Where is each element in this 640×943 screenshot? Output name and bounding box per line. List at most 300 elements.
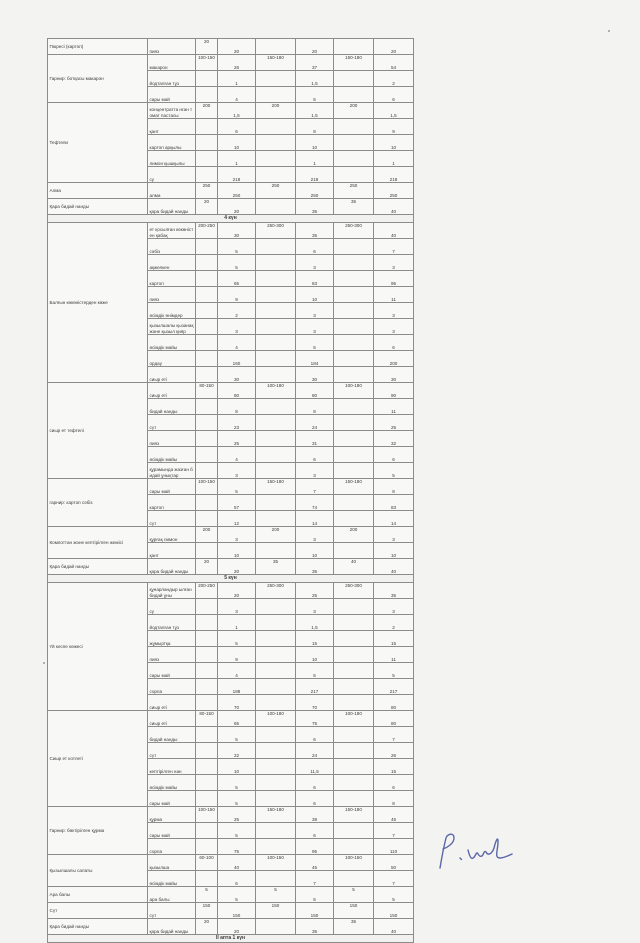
amount-cell: 25 <box>218 807 256 823</box>
amount-cell <box>334 615 374 631</box>
amount-cell <box>334 415 374 431</box>
amount-cell: 75 <box>218 839 256 855</box>
product-name: алма <box>148 183 196 199</box>
product-name: ет қосылған көкөністен қабақ <box>148 223 196 239</box>
amount-cell <box>196 759 218 775</box>
amount-cell <box>256 511 296 527</box>
amount-cell <box>196 367 218 383</box>
amount-cell <box>196 463 218 479</box>
amount-cell: 40 <box>374 199 414 215</box>
amount-cell: 10 <box>296 647 334 663</box>
amount-cell: 5 <box>374 887 414 903</box>
amount-cell: 5 <box>374 663 414 679</box>
dish-name: Гарнир: ботқасы макарон <box>48 55 148 103</box>
amount-cell: 1 <box>218 615 256 631</box>
amount-cell: 218 <box>374 167 414 183</box>
table-row <box>48 903 414 919</box>
amount-cell: 188 <box>218 679 256 695</box>
product-name: қара бидай нанды <box>148 559 196 575</box>
amount-cell <box>256 823 296 839</box>
amount-cell: 5 <box>218 239 256 255</box>
amount-cell: 250 <box>196 183 218 199</box>
day-header-row <box>48 215 414 223</box>
amount-cell <box>256 87 296 103</box>
amount-cell <box>334 839 374 855</box>
amount-cell <box>256 287 296 303</box>
amount-cell: 30 <box>296 367 334 383</box>
amount-cell: 65 <box>218 271 256 287</box>
amount-cell: 24 <box>296 415 334 431</box>
product-name: лимон қышқылы <box>148 151 196 167</box>
amount-cell: 1 <box>296 151 334 167</box>
amount-cell <box>196 399 218 415</box>
amount-cell: 95 <box>296 839 334 855</box>
amount-cell: 100-180 <box>256 383 296 399</box>
amount-cell: 3 <box>218 319 256 335</box>
amount-cell: 6 <box>296 775 334 791</box>
amount-cell: 200 <box>256 527 296 543</box>
amount-cell <box>334 447 374 463</box>
amount-cell <box>196 495 218 511</box>
amount-cell: 1 <box>374 151 414 167</box>
product-name: құрамында жазған бидай ұнықтар <box>148 463 196 479</box>
amount-cell: 30 <box>218 367 256 383</box>
amount-cell: 10 <box>218 543 256 559</box>
dish-name: Тефтели <box>48 103 148 183</box>
dish-name: Сиыр ет котлеті <box>48 711 148 807</box>
amount-cell: 7 <box>296 871 334 887</box>
scan-speck <box>608 30 610 32</box>
amount-cell: 10 <box>296 543 334 559</box>
amount-cell: 5 <box>218 479 256 495</box>
amount-cell: 150 <box>374 903 414 919</box>
amount-cell <box>256 335 296 351</box>
amount-cell: 23 <box>218 415 256 431</box>
amount-cell: 12 <box>218 511 256 527</box>
amount-cell <box>334 695 374 711</box>
amount-cell: 100-150 <box>196 807 218 823</box>
amount-cell <box>196 351 218 367</box>
product-name: сары май <box>148 87 196 103</box>
amount-cell: 250 <box>334 183 374 199</box>
amount-cell: 3 <box>296 319 334 335</box>
product-name: сүт <box>148 415 196 431</box>
amount-cell <box>256 775 296 791</box>
amount-cell: 30 <box>218 223 256 239</box>
amount-cell: 100-150 <box>334 855 374 871</box>
amount-cell: 35 <box>334 199 374 215</box>
amount-cell: 3 <box>296 599 334 615</box>
amount-cell <box>256 599 296 615</box>
amount-cell: 20 <box>196 919 218 935</box>
amount-cell: 150-180 <box>334 55 374 71</box>
amount-cell: 150 <box>218 903 256 919</box>
amount-cell: 7 <box>374 871 414 887</box>
amount-cell <box>334 319 374 335</box>
amount-cell: 217 <box>374 679 414 695</box>
product-name: сүт <box>148 903 196 919</box>
scan-speck <box>43 662 45 664</box>
amount-cell <box>196 135 218 151</box>
day-header-row <box>48 935 414 943</box>
amount-cell: 5 <box>256 887 296 903</box>
amount-cell: 90 <box>374 383 414 399</box>
product-name: пияз <box>148 287 196 303</box>
amount-cell: 5 <box>334 887 374 903</box>
amount-cell: 35 <box>374 583 414 599</box>
amount-cell: 35 <box>296 919 334 935</box>
product-name: құнарландыр ылған бидай ұны <box>148 583 196 599</box>
amount-cell: 6 <box>296 447 334 463</box>
amount-cell <box>334 287 374 303</box>
amount-cell <box>334 119 374 135</box>
amount-cell <box>334 151 374 167</box>
product-name: қант <box>148 119 196 135</box>
amount-cell: 200-250 <box>196 223 218 239</box>
amount-cell: 26 <box>374 743 414 759</box>
product-name: сиыр еті <box>148 711 196 727</box>
amount-cell: 31 <box>296 431 334 447</box>
amount-cell <box>334 39 374 55</box>
amount-cell: 5 <box>218 823 256 839</box>
amount-cell: 1,5 <box>296 71 334 87</box>
amount-cell: 10 <box>218 135 256 151</box>
amount-cell <box>256 119 296 135</box>
amount-cell <box>334 759 374 775</box>
amount-cell <box>196 87 218 103</box>
amount-cell: 20 <box>374 39 414 55</box>
amount-cell: 250 <box>296 183 334 199</box>
amount-cell <box>256 463 296 479</box>
amount-cell <box>256 543 296 559</box>
amount-cell: 10 <box>296 287 334 303</box>
table-row <box>48 103 414 119</box>
dish-name: Ара балы <box>48 887 148 903</box>
amount-cell <box>256 679 296 695</box>
amount-cell: 100-150 <box>256 855 296 871</box>
amount-cell: 40 <box>374 559 414 575</box>
amount-cell: 40 <box>334 559 374 575</box>
amount-cell <box>196 615 218 631</box>
amount-cell <box>256 271 296 287</box>
amount-cell: 20 <box>218 919 256 935</box>
amount-cell: 6 <box>296 239 334 255</box>
amount-cell: 1 <box>218 71 256 87</box>
amount-cell: 10 <box>218 759 256 775</box>
amount-cell: 4 <box>218 87 256 103</box>
amount-cell: 5 <box>374 463 414 479</box>
amount-cell: 250-300 <box>334 223 374 239</box>
product-name: құрма <box>148 807 196 823</box>
dish-name: Пюресі (картоп) <box>48 39 148 55</box>
amount-cell: 1,5 <box>374 103 414 119</box>
amount-cell: 9 <box>218 647 256 663</box>
product-name: концентратта нған томат пастасы <box>148 103 196 119</box>
product-name: пияз <box>148 431 196 447</box>
amount-cell <box>256 39 296 55</box>
amount-cell: 110 <box>374 839 414 855</box>
amount-cell: 218 <box>218 167 256 183</box>
amount-cell: 22 <box>218 743 256 759</box>
product-name: жұмыртқа <box>148 631 196 647</box>
amount-cell: 54 <box>374 55 414 71</box>
amount-cell: 5 <box>218 727 256 743</box>
amount-cell <box>256 167 296 183</box>
amount-cell: 5 <box>218 631 256 647</box>
amount-cell: 80 <box>218 383 256 399</box>
product-name: құрғақ лимон <box>148 527 196 543</box>
amount-cell: 3 <box>374 599 414 615</box>
amount-cell: 1,5 <box>296 615 334 631</box>
amount-cell: 65 <box>218 711 256 727</box>
amount-cell: 80-150 <box>196 383 218 399</box>
amount-cell: 218 <box>296 167 334 183</box>
product-name: су <box>148 599 196 615</box>
amount-cell: 3 <box>374 255 414 271</box>
table-row <box>48 39 414 55</box>
product-name: өсімдік майы <box>148 447 196 463</box>
amount-cell: 6 <box>296 727 334 743</box>
product-name: сары май <box>148 791 196 807</box>
product-name: макарон <box>148 55 196 71</box>
amount-cell: 95 <box>374 271 414 287</box>
amount-cell <box>196 543 218 559</box>
product-name: ордау <box>148 351 196 367</box>
amount-cell <box>334 791 374 807</box>
product-name: ақжелкен <box>148 255 196 271</box>
amount-cell <box>196 287 218 303</box>
table-row <box>48 383 414 399</box>
dish-name: Гарнир: бөктірілген құрма <box>48 807 148 855</box>
table-row <box>48 183 414 199</box>
amount-cell: 150 <box>296 903 334 919</box>
table-row <box>48 199 414 215</box>
amount-cell: 20 <box>218 559 256 575</box>
amount-cell <box>196 511 218 527</box>
amount-cell: 20 <box>296 39 334 55</box>
amount-cell <box>196 743 218 759</box>
product-name: сүт <box>148 511 196 527</box>
amount-cell: 35 <box>296 223 334 239</box>
amount-cell: 3 <box>374 303 414 319</box>
amount-cell: 45 <box>296 855 334 871</box>
amount-cell <box>334 271 374 287</box>
amount-cell: 250 <box>256 183 296 199</box>
amount-cell <box>334 743 374 759</box>
amount-cell: 20 <box>196 199 218 215</box>
amount-cell: 5 <box>218 887 256 903</box>
amount-cell <box>196 151 218 167</box>
amount-cell: 14 <box>374 511 414 527</box>
amount-cell: 8 <box>296 399 334 415</box>
amount-cell <box>256 759 296 775</box>
table-row <box>48 887 414 903</box>
amount-cell <box>196 599 218 615</box>
amount-cell <box>334 399 374 415</box>
menu-table-body <box>48 39 414 943</box>
amount-cell: 10 <box>374 543 414 559</box>
amount-cell <box>334 679 374 695</box>
amount-cell: 100-180 <box>334 711 374 727</box>
amount-cell: 20 <box>196 39 218 55</box>
amount-cell <box>196 167 218 183</box>
amount-cell: 35 <box>334 919 374 935</box>
product-name: сорпа <box>148 679 196 695</box>
amount-cell <box>256 647 296 663</box>
amount-cell <box>256 367 296 383</box>
amount-cell: 4 <box>218 335 256 351</box>
amount-cell: 250-300 <box>334 583 374 599</box>
amount-cell <box>196 119 218 135</box>
product-name: қара бидай нанды <box>148 919 196 935</box>
amount-cell <box>196 335 218 351</box>
amount-cell: 5 <box>296 335 334 351</box>
amount-cell <box>256 319 296 335</box>
product-name: картоп <box>148 495 196 511</box>
amount-cell: 14 <box>296 511 334 527</box>
amount-cell: 11 <box>374 647 414 663</box>
amount-cell: 5 <box>296 87 334 103</box>
amount-cell <box>256 791 296 807</box>
product-name: қант <box>148 543 196 559</box>
amount-cell <box>256 743 296 759</box>
amount-cell: 4 <box>218 447 256 463</box>
amount-cell: 150 <box>334 903 374 919</box>
product-name: өсімдік майы <box>148 335 196 351</box>
amount-cell <box>256 239 296 255</box>
amount-cell: 20 <box>218 583 256 599</box>
amount-cell: 7 <box>374 239 414 255</box>
amount-cell: 11,5 <box>296 759 334 775</box>
amount-cell <box>334 87 374 103</box>
amount-cell <box>256 399 296 415</box>
amount-cell: 38 <box>296 807 334 823</box>
amount-cell: 217 <box>296 679 334 695</box>
amount-cell <box>256 631 296 647</box>
amount-cell: 25 <box>218 431 256 447</box>
amount-cell: 8 <box>374 791 414 807</box>
amount-cell <box>256 871 296 887</box>
amount-cell: 20 <box>218 39 256 55</box>
amount-cell: 15 <box>296 631 334 647</box>
product-name: қара бидай нанды <box>148 199 196 215</box>
amount-cell: 30 <box>374 367 414 383</box>
amount-cell: 80-150 <box>196 711 218 727</box>
amount-cell: 6 <box>374 447 414 463</box>
amount-cell: 10 <box>296 135 334 151</box>
amount-cell <box>196 239 218 255</box>
amount-cell: 200-250 <box>196 583 218 599</box>
table-row <box>48 527 414 543</box>
amount-cell: 32 <box>374 431 414 447</box>
dish-name: Балғын көкөністерден көже <box>48 223 148 383</box>
amount-cell: 37 <box>296 55 334 71</box>
amount-cell: 3 <box>218 599 256 615</box>
amount-cell <box>256 71 296 87</box>
amount-cell <box>196 631 218 647</box>
amount-cell: 25 <box>296 583 334 599</box>
product-name: пияз <box>148 647 196 663</box>
amount-cell: 40 <box>374 919 414 935</box>
amount-cell <box>196 303 218 319</box>
amount-cell <box>334 239 374 255</box>
amount-cell: 26 <box>218 55 256 71</box>
amount-cell: 40 <box>218 855 256 871</box>
dish-name: Үй кеспе көжесі <box>48 583 148 711</box>
table-row <box>48 919 414 935</box>
product-name: су <box>148 167 196 183</box>
table-row <box>48 855 414 871</box>
amount-cell <box>196 431 218 447</box>
product-name: йодталған тұз <box>148 71 196 87</box>
amount-cell <box>334 511 374 527</box>
amount-cell <box>256 615 296 631</box>
amount-cell: 1,5 <box>296 103 334 119</box>
amount-cell <box>256 663 296 679</box>
amount-cell <box>196 823 218 839</box>
amount-cell: 10 <box>374 135 414 151</box>
amount-cell <box>334 495 374 511</box>
amount-cell: 35 <box>296 199 334 215</box>
amount-cell: 200 <box>196 527 218 543</box>
day-header: 4 күн <box>48 215 414 223</box>
amount-cell <box>334 255 374 271</box>
amount-cell: 150-180 <box>256 807 296 823</box>
amount-cell <box>334 663 374 679</box>
product-name: өсімдік майы <box>148 871 196 887</box>
amount-cell <box>334 71 374 87</box>
amount-cell <box>256 431 296 447</box>
dish-name: Қара бидай нанды <box>48 199 148 215</box>
dish-name: сиыр ет тефтелі <box>48 383 148 479</box>
amount-cell <box>256 303 296 319</box>
amount-cell <box>196 415 218 431</box>
amount-cell: 3 <box>296 463 334 479</box>
dish-name: Қызылшалы салаты <box>48 855 148 887</box>
amount-cell: 11 <box>374 287 414 303</box>
product-name: бидай нанды <box>148 399 196 415</box>
amount-cell <box>256 495 296 511</box>
amount-cell: 5 <box>218 791 256 807</box>
amount-cell: 8 <box>218 399 256 415</box>
amount-cell: 24 <box>296 743 334 759</box>
amount-cell: 35 <box>256 559 296 575</box>
table-row <box>48 807 414 823</box>
amount-cell: 150 <box>256 903 296 919</box>
amount-cell <box>334 647 374 663</box>
amount-cell <box>334 167 374 183</box>
amount-cell: 6 <box>374 775 414 791</box>
amount-cell <box>334 823 374 839</box>
product-name: сары май <box>148 663 196 679</box>
amount-cell: 5 <box>296 887 334 903</box>
dish-name: Қара бидай нанды <box>48 919 148 935</box>
amount-cell: 3 <box>296 303 334 319</box>
amount-cell <box>256 351 296 367</box>
amount-cell <box>196 695 218 711</box>
amount-cell <box>196 255 218 271</box>
amount-cell <box>196 871 218 887</box>
product-name: йодталған тұз <box>148 615 196 631</box>
amount-cell: 150-180 <box>334 479 374 495</box>
amount-cell: 7 <box>374 727 414 743</box>
amount-cell: 8 <box>296 119 334 135</box>
product-name: сары май <box>148 823 196 839</box>
amount-cell <box>256 415 296 431</box>
amount-cell: 70 <box>296 695 334 711</box>
amount-cell: 200 <box>196 103 218 119</box>
amount-cell <box>196 663 218 679</box>
